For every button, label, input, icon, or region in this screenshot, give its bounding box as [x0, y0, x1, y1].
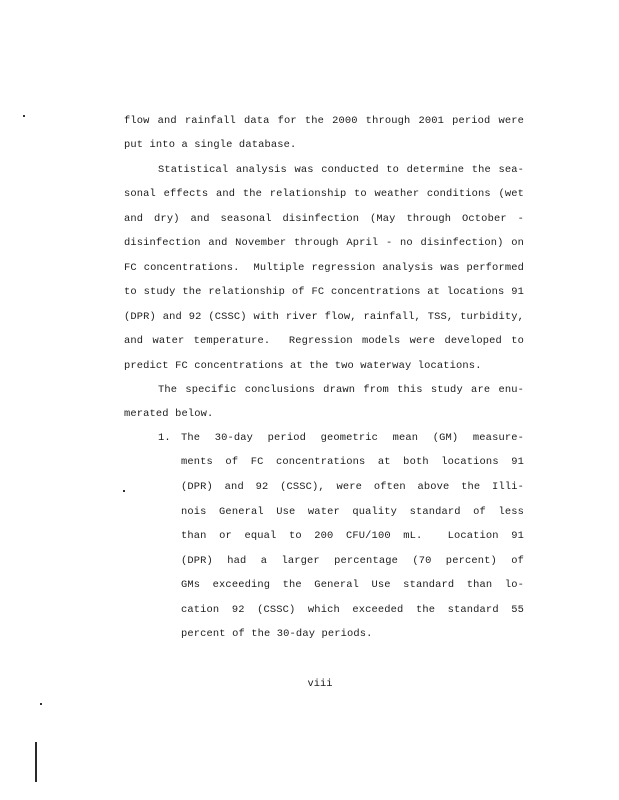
list-item-line: percent of the 30-day periods.	[181, 628, 373, 640]
list-item-number: 1.	[158, 432, 171, 444]
scan-speck	[23, 115, 25, 117]
paragraph-line: predict FC concentrations at the two waterway locations.	[124, 360, 482, 372]
paragraph-line: flow and rainfall data for the 2000 through 2001 period were	[124, 115, 524, 127]
list-item-line: The 30-day period geometric mean (GM) measure-	[181, 432, 524, 444]
paragraph-line: disinfection and November through April - no disinfection) on	[124, 237, 524, 249]
scan-speck	[40, 703, 42, 705]
paragraph-line: to study the relationship of FC concentrations at locations 91	[124, 286, 524, 298]
paragraph-line: merated below.	[124, 408, 214, 420]
scan-margin-line	[35, 742, 37, 782]
paragraph-line: and dry) and seasonal disinfection (May through October -	[124, 213, 524, 225]
paragraph-line: put into a single database.	[124, 139, 297, 151]
list-item-line: (DPR) had a larger percentage (70 percent) of	[181, 555, 524, 567]
scan-speck	[123, 490, 125, 492]
paragraph-line: The specific conclusions drawn from this study are enu-	[158, 384, 524, 396]
list-item-line: GMs exceeding the General Use standard than lo-	[181, 579, 524, 591]
list-item-line: nois General Use water quality standard of less	[181, 506, 524, 518]
list-item-line: cation 92 (CSSC) which exceeded the standard 55	[181, 604, 524, 616]
list-item-line: ments of FC concentrations at both locations 91	[181, 456, 524, 468]
paragraph-line: (DPR) and 92 (CSSC) with river flow, rainfall, TSS, turbidity,	[124, 311, 524, 323]
paragraph-line: Statistical analysis was conducted to determine the sea-	[158, 164, 524, 176]
page-number: viii	[307, 678, 333, 690]
paragraph-line: sonal effects and the relationship to weather conditions (wet	[124, 188, 524, 200]
paragraph-line: FC concentrations. Multiple regression analysis was performed	[124, 262, 524, 274]
list-item-line: than or equal to 200 CFU/100 mL. Location 91	[181, 530, 524, 542]
paragraph-line: and water temperature. Regression models were developed to	[124, 335, 524, 347]
list-item-line: (DPR) and 92 (CSSC), were often above the Illi-	[181, 481, 524, 493]
